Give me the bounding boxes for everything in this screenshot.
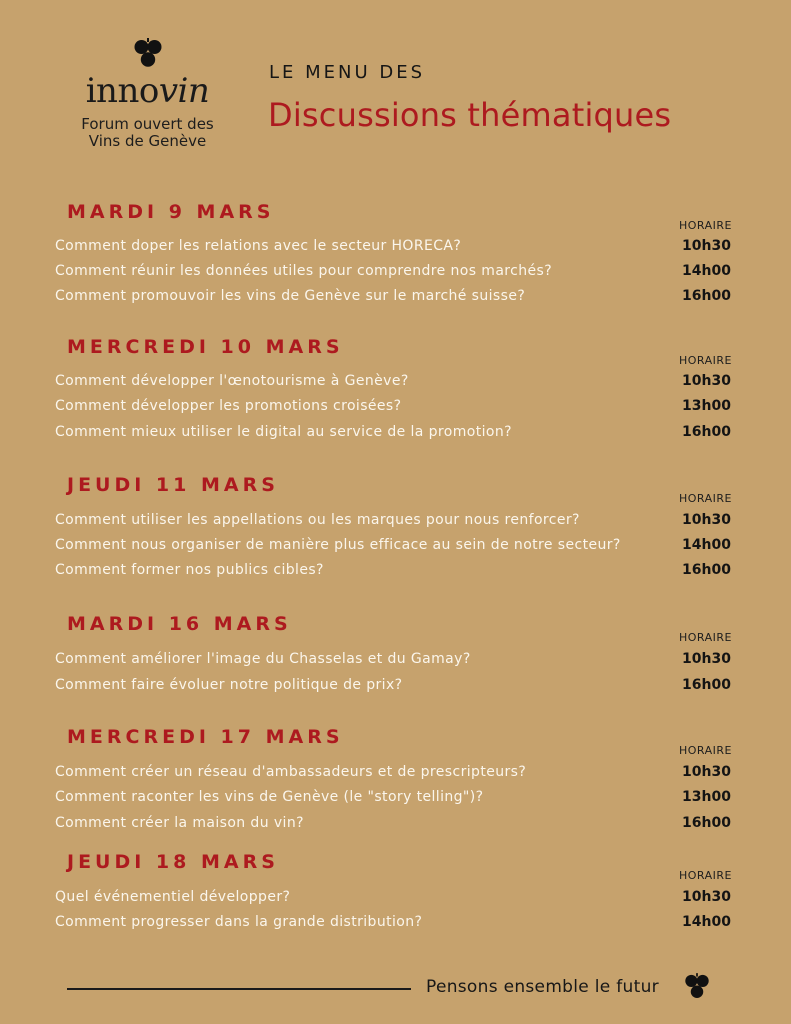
discussion-time: 10h30: [682, 238, 731, 254]
discussion-question: Comment créer un réseau d'ambassadeurs et de prescripteurs?: [55, 764, 527, 780]
innovin-logo: [60, 38, 235, 150]
discussion-question: Comment utiliser les appellations ou les marques pour nous renforcer?: [55, 512, 580, 528]
discussion-row: [0, 914, 791, 939]
day-heading: MERCREDI 17 MARS: [67, 726, 344, 748]
day-heading: JEUDI 18 MARS: [67, 851, 279, 873]
discussion-row: [0, 398, 791, 423]
discussion-row: [0, 764, 791, 789]
time-column-header: HORAIRE: [679, 869, 732, 882]
discussion-question: Comment promouvoir les vins de Genève sur le marché suisse?: [55, 288, 526, 304]
discussion-time: 10h30: [682, 373, 731, 389]
discussion-row: [0, 677, 791, 702]
discussion-row: [0, 562, 791, 587]
discussion-question: Comment faire évoluer notre politique de prix?: [55, 677, 403, 693]
discussion-question: Comment doper les relations avec le secteur HORECA?: [55, 238, 462, 254]
discussion-time: 14h00: [682, 537, 731, 553]
day-heading: JEUDI 11 MARS: [67, 474, 279, 496]
discussion-time: 10h30: [682, 512, 731, 528]
time-column-header: HORAIRE: [679, 744, 732, 757]
discussion-question: Comment nous organiser de manière plus efficace au sein de notre secteur?: [55, 537, 621, 553]
discussion-question: Comment raconter les vins de Genève (le "story telling")?: [55, 789, 484, 805]
discussion-time: 16h00: [682, 424, 731, 440]
discussion-time: 13h00: [682, 398, 731, 414]
day-heading: MERCREDI 10 MARS: [67, 336, 344, 358]
discussion-question: Comment mieux utiliser le digital au service de la promotion?: [55, 424, 512, 440]
discussion-time: 14h00: [682, 914, 731, 930]
logo-subtitle: Forum ouvert des Vins de Genève: [81, 115, 214, 150]
discussion-time: 16h00: [682, 677, 731, 693]
discussion-time: 13h00: [682, 789, 731, 805]
footer-divider: [67, 988, 411, 990]
discussion-row: [0, 537, 791, 562]
day-heading: MARDI 9 MARS: [67, 201, 275, 223]
discussion-time: 10h30: [682, 889, 731, 905]
discussion-question: Comment former nos publics cibles?: [55, 562, 324, 578]
discussion-time: 16h00: [682, 815, 731, 831]
discussion-time: 10h30: [682, 764, 731, 780]
discussion-question: Comment améliorer l'image du Chasselas et du Gamay?: [55, 651, 471, 667]
discussion-row: [0, 263, 791, 288]
discussion-row: [0, 512, 791, 537]
grape-cluster-icon: [133, 38, 163, 70]
discussion-time: 16h00: [682, 288, 731, 304]
time-column-header: HORAIRE: [679, 631, 732, 644]
discussion-question: Comment réunir les données utiles pour comprendre nos marchés?: [55, 263, 553, 279]
discussion-row: [0, 789, 791, 814]
discussion-question: Comment progresser dans la grande distribution?: [55, 914, 423, 930]
discussion-row: [0, 651, 791, 676]
page-pretitle: LE MENU DES: [269, 62, 426, 83]
discussion-row: [0, 288, 791, 313]
logo-wordmark: innovin: [85, 71, 210, 111]
discussion-question: Comment développer l'œnotourisme à Genève?: [55, 373, 409, 389]
footer-slogan: Pensons ensemble le futur: [426, 977, 659, 997]
discussion-row: [0, 889, 791, 914]
discussion-row: [0, 815, 791, 840]
time-column-header: HORAIRE: [679, 219, 732, 232]
day-heading: MARDI 16 MARS: [67, 613, 292, 635]
discussion-question: Comment développer les promotions croisées?: [55, 398, 402, 414]
discussion-time: 10h30: [682, 651, 731, 667]
time-column-header: HORAIRE: [679, 492, 732, 505]
discussion-row: [0, 373, 791, 398]
discussion-time: 16h00: [682, 562, 731, 578]
discussion-time: 14h00: [682, 263, 731, 279]
time-column-header: HORAIRE: [679, 354, 732, 367]
discussion-question: Comment créer la maison du vin?: [55, 815, 304, 831]
discussion-question: Quel événementiel développer?: [55, 889, 291, 905]
page-title: Discussions thématiques: [268, 96, 672, 134]
grape-cluster-icon: [684, 972, 710, 1002]
discussion-row: [0, 238, 791, 263]
discussion-row: [0, 424, 791, 449]
